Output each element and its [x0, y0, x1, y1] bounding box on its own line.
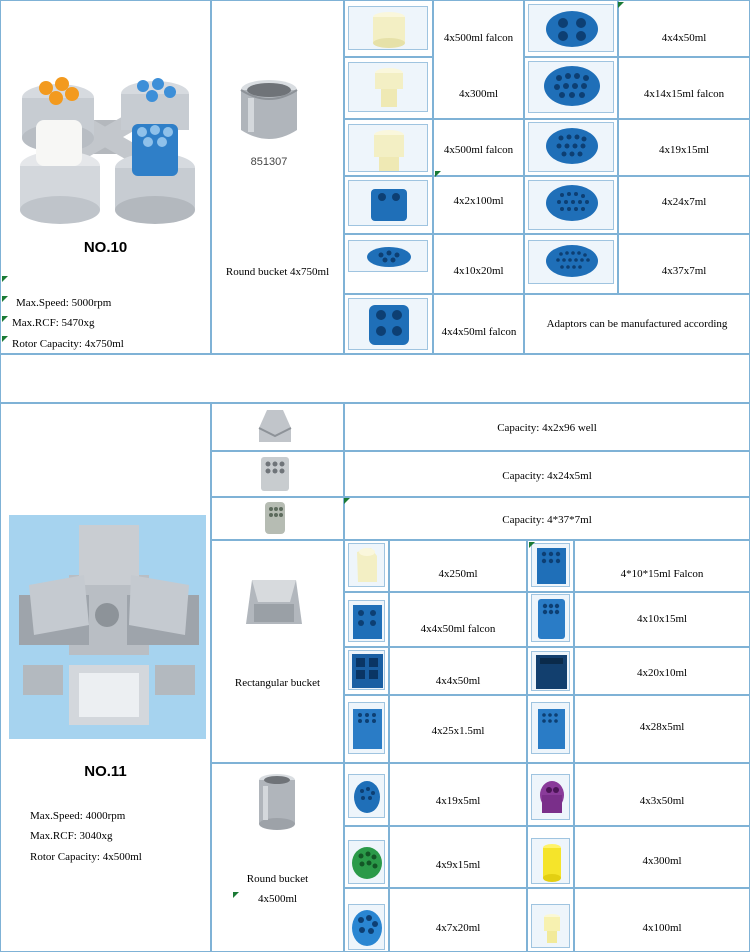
blue-adapter-image [528, 240, 614, 284]
green-marker-icon [529, 542, 535, 548]
adapter-label: 4x25x1.5ml [431, 725, 485, 737]
rect-bucket-label: Rectangular bucket [234, 677, 321, 689]
blue-adapter-image [348, 904, 385, 950]
blue-adapter-image [348, 702, 385, 754]
green-marker-icon [435, 171, 441, 177]
adapter-label: 4*10*15ml Falcon [620, 568, 704, 580]
rotor11-photo [9, 515, 206, 739]
blue-adapter-image [348, 600, 385, 642]
adapter-label: 4x4x50ml falcon [441, 326, 517, 338]
adapter-label: 4x250ml [438, 568, 478, 580]
rotor10-photo [10, 58, 200, 228]
adapter-label: 4x300ml [458, 88, 499, 100]
rotor11-spec-rcf: Max.RCF: 3040xg [30, 830, 113, 842]
capacity-label: Capacity: 4x24x5ml [502, 470, 592, 482]
adapter-label: 4x20x10ml [636, 667, 688, 679]
tube-rack-image [258, 454, 292, 494]
adapter-label: 4x10x20ml [453, 265, 504, 277]
rectangular-bucket-image [242, 572, 306, 634]
rotor10-bucket-label: Round bucket 4x750ml [225, 266, 330, 278]
cream-adapter-image [348, 62, 428, 112]
green-adapter-image [348, 840, 385, 884]
capacity-label: Capacity: 4*37*7ml [502, 514, 592, 526]
green-marker-icon [2, 336, 8, 342]
rotor11-title: NO.11 [84, 763, 127, 780]
blue-adapter-image [348, 180, 428, 226]
blue-adapter-image [528, 180, 614, 230]
rotor10-bucket-cell [211, 0, 344, 354]
blue-adapter-image [528, 122, 614, 172]
adapter-label: 4x7x20ml [435, 922, 481, 934]
adapter-label: 4x14x15ml falcon [643, 88, 725, 100]
adapter-label: 4x100ml [642, 922, 682, 934]
capacity-label: Capacity: 4x2x96 well [497, 422, 597, 434]
cream-adapter-image [531, 904, 570, 948]
adapter-label: 4x10x15ml [636, 613, 688, 625]
round-bucket-image [238, 78, 300, 148]
label-cell [389, 592, 527, 647]
adapter-label: 4x19x15ml [658, 144, 710, 156]
tube-rack-image [263, 500, 287, 536]
customization-note: Adaptors can be manufactured according [546, 318, 728, 330]
blue-adapter-image [348, 650, 385, 690]
blue-adapter-image [531, 543, 570, 587]
blue-adapter-image [531, 651, 570, 691]
green-marker-icon [2, 276, 8, 282]
green-marker-icon [2, 316, 8, 322]
blue-adapter-image [348, 298, 428, 350]
yellow-adapter-image [531, 838, 570, 884]
round-bucket-capacity: 4x500ml [257, 893, 298, 905]
rotor10-spec-rcf: Max.RCF: 5470xg [12, 317, 95, 329]
rotor11-spec-capacity: Rotor Capacity: 4x500ml [30, 851, 142, 863]
adapter-label: 4x500ml falcon [443, 32, 514, 44]
green-marker-icon [2, 296, 8, 302]
green-marker-icon [344, 498, 350, 504]
adapter-label: 4x19x5ml [435, 795, 481, 807]
cream-adapter-image [348, 124, 428, 172]
blue-adapter-image [528, 61, 614, 113]
adapter-label: 4x37x7ml [661, 265, 707, 277]
blue-adapter-image [348, 240, 428, 272]
adapter-label: 4x9x15ml [435, 859, 481, 871]
cream-adapter-image [348, 6, 428, 50]
rotor10-spec-speed: Max.Speed: 5000rpm [16, 297, 112, 309]
blue-adapter-image [348, 774, 385, 818]
bucket-code: 851307 [250, 156, 288, 168]
label-cell [618, 0, 750, 57]
adapter-label: 4x4x50ml [435, 675, 481, 687]
adapter-label: 4x2x100ml [453, 195, 504, 207]
well-plate-carrier-image [255, 408, 295, 446]
purple-adapter-image [531, 774, 570, 820]
rotor10-title: NO.10 [83, 239, 128, 256]
adapter-label: 4x24x7ml [661, 196, 707, 208]
adapter-label: 4x300ml [642, 855, 682, 867]
blue-adapter-image [531, 702, 570, 754]
blue-adapter-image [531, 594, 570, 642]
spacer-row [0, 354, 750, 403]
blue-adapter-image [528, 4, 614, 52]
rotor10-spec-capacity: Rotor Capacity: 4x750ml [12, 338, 124, 350]
adapter-label: 4x3x50ml [639, 795, 685, 807]
adapter-label: 4x4x50ml falcon [420, 623, 496, 635]
green-marker-icon [618, 2, 624, 8]
adapter-label: 4x28x5ml [639, 721, 685, 733]
rotor11-spec-speed: Max.Speed: 4000rpm [30, 810, 126, 822]
round-bucket-image [255, 772, 299, 834]
adapter-label: 4x500ml falcon [443, 144, 514, 156]
cream-adapter-image [348, 543, 385, 587]
adapter-label: 4x4x50ml [661, 32, 707, 44]
round-bucket-label: Round bucket [246, 873, 309, 885]
